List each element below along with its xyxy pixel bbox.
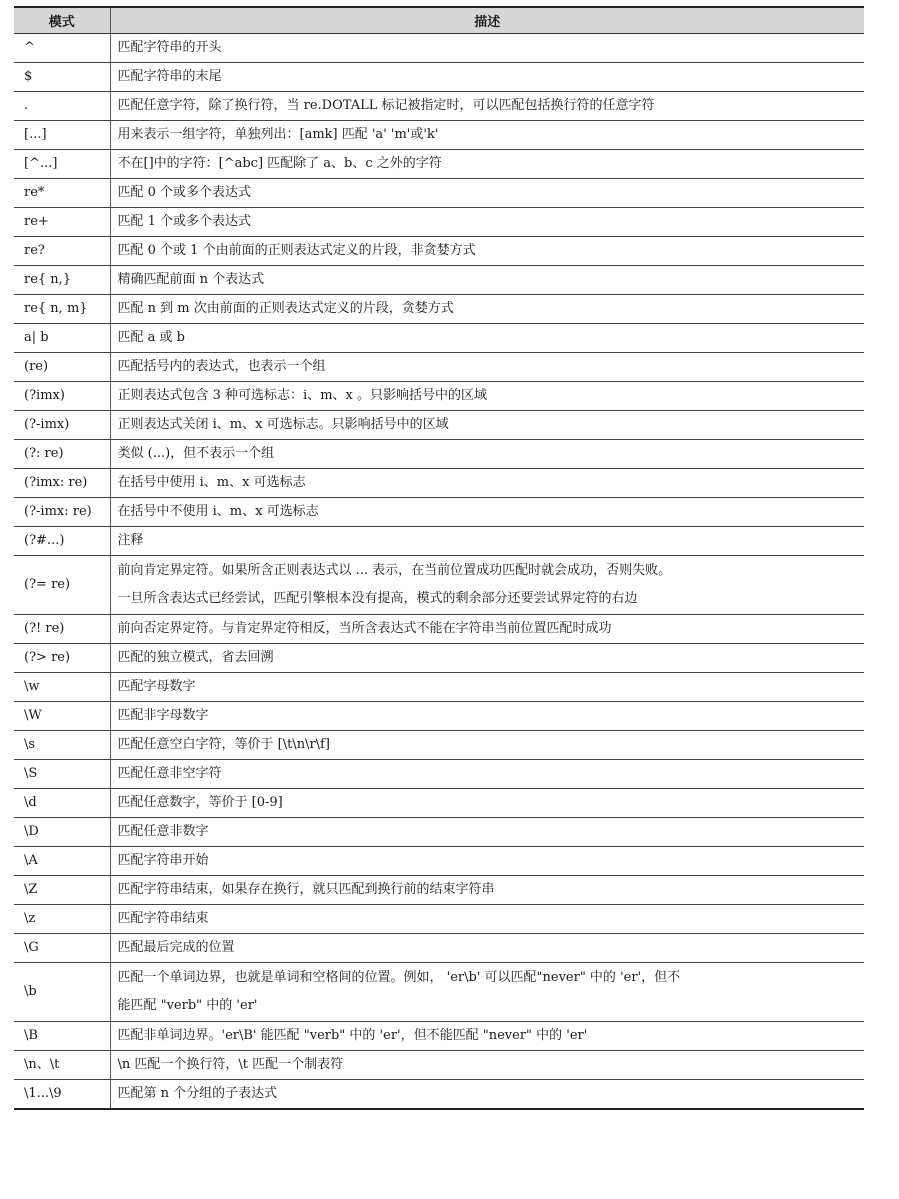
pattern-cell: \s: [14, 731, 110, 760]
table-body: [14, 34, 864, 1110]
table-row: [14, 179, 864, 208]
description-line: 匹配一个单词边界，也就是单词和空格间的位置。例如， 'er\b' 可以匹配"never" 中的 'er'，但不: [117, 970, 681, 985]
description-cell: [110, 789, 864, 818]
pattern-cell: \D: [14, 818, 110, 847]
description-line: 匹配字符串的末尾: [117, 69, 222, 84]
description-line: 在括号中不使用 i、m、x 可选标志: [117, 504, 319, 519]
table-row: [14, 789, 864, 818]
description-cell: [110, 34, 864, 63]
description-cell: [110, 556, 864, 615]
pattern-cell: re+: [14, 208, 110, 237]
description-line: 匹配任意数字，等价于 [0-9]: [117, 795, 283, 810]
description-line: 在括号中使用 i、m、x 可选标志: [117, 475, 306, 490]
table-row: [14, 440, 864, 469]
description-line: 匹配任意字符，除了换行符，当 re.DOTALL 标记被指定时，可以匹配包括换行符的任意字符: [117, 98, 655, 113]
description-cell: [110, 905, 864, 934]
description-line: 匹配任意空白字符，等价于 [\t\n\r\f]: [117, 737, 330, 752]
description-cell: [110, 1080, 864, 1110]
pattern-cell: re*: [14, 179, 110, 208]
table-row: [14, 92, 864, 121]
pattern-cell: \B: [14, 1022, 110, 1051]
pattern-cell: a| b: [14, 324, 110, 353]
description-cell: [110, 644, 864, 673]
table-row: [14, 760, 864, 789]
description-cell: [110, 1051, 864, 1080]
description-line: 匹配括号内的表达式，也表示一个组: [117, 359, 326, 374]
description-line: 匹配非单词边界。'er\B' 能匹配 "verb" 中的 'er'，但不能匹配 "never" 中的 'er': [117, 1028, 588, 1043]
table-row: [14, 818, 864, 847]
table-row: [14, 208, 864, 237]
description-line: 注释: [117, 533, 144, 548]
pattern-cell: re{ n,}: [14, 266, 110, 295]
description-line: 用来表示一组字符，单独列出：[amk] 匹配 'a' 'm'或'k': [117, 127, 439, 142]
description-cell: [110, 266, 864, 295]
pattern-cell: (?> re): [14, 644, 110, 673]
pattern-cell: \1...\9: [14, 1080, 110, 1110]
description-line: 匹配 a 或 b: [117, 330, 185, 345]
description-cell: [110, 615, 864, 644]
description-line: 匹配字符串的开头: [117, 40, 222, 55]
description-cell: [110, 237, 864, 266]
description-line: 正则表达式关闭 i、m、x 可选标志。只影响括号中的区域: [117, 417, 449, 432]
pattern-cell: \d: [14, 789, 110, 818]
description-line: 匹配第 n 个分组的子表达式: [117, 1086, 278, 1101]
table-row: [14, 382, 864, 411]
table-row: [14, 731, 864, 760]
description-cell: [110, 498, 864, 527]
description-line: 匹配 0 个或多个表达式: [117, 185, 252, 200]
table-row: [14, 527, 864, 556]
pattern-cell: (?-imx): [14, 411, 110, 440]
description-cell: [110, 295, 864, 324]
description-cell: [110, 92, 864, 121]
pattern-cell: \A: [14, 847, 110, 876]
description-cell: [110, 63, 864, 92]
description-line: 匹配非字母数字: [117, 708, 209, 723]
description-cell: [110, 1022, 864, 1051]
description-line: 匹配任意非数字: [117, 824, 209, 839]
pattern-cell: .: [14, 92, 110, 121]
description-cell: [110, 179, 864, 208]
pattern-cell: ^: [14, 34, 110, 63]
pattern-cell: \S: [14, 760, 110, 789]
pattern-cell: [^...]: [14, 150, 110, 179]
table-row: [14, 1022, 864, 1051]
description-line: 前向肯定界定符。如果所含正则表达式以 ... 表示，在当前位置成功匹配时就会成功，否则失败。: [117, 563, 672, 578]
description-cell: [110, 469, 864, 498]
table-row: [14, 847, 864, 876]
description-line: 匹配的独立模式，省去回溯: [117, 650, 274, 665]
table-row: [14, 876, 864, 905]
table-row: [14, 266, 864, 295]
description-line: 能匹配 "verb" 中的 'er': [117, 998, 258, 1013]
table-row: [14, 34, 864, 63]
table-row: [14, 237, 864, 266]
description-cell: [110, 440, 864, 469]
description-cell: [110, 963, 864, 1022]
description-cell: [110, 150, 864, 179]
description-cell: [110, 760, 864, 789]
description-line: 不在[]中的字符：[^abc] 匹配除了 a、b、c 之外的字符: [117, 156, 442, 171]
description-cell: [110, 382, 864, 411]
pattern-cell: \Z: [14, 876, 110, 905]
table-row: [14, 63, 864, 92]
description-line: 正则表达式包含 3 种可选标志：i、m、x 。只影响括号中的区域: [117, 388, 487, 403]
description-line: 匹配 0 个或 1 个由前面的正则表达式定义的片段，非贪婪方式: [117, 243, 476, 258]
description-line: 一旦所含表达式已经尝试，匹配引擎根本没有提高，模式的剩余部分还要尝试界定符的右边: [117, 591, 638, 606]
pattern-cell: [...]: [14, 121, 110, 150]
pattern-cell: (?! re): [14, 615, 110, 644]
table-row: [14, 469, 864, 498]
table-row: [14, 353, 864, 382]
table-row: [14, 498, 864, 527]
pattern-cell: \W: [14, 702, 110, 731]
table-row: [14, 411, 864, 440]
table-row: [14, 934, 864, 963]
table-row: [14, 150, 864, 179]
pattern-cell: re{ n, m}: [14, 295, 110, 324]
description-line: 匹配字符串结束，如果存在换行，就只匹配到换行前的结束字符串: [117, 882, 495, 897]
table-row: [14, 556, 864, 615]
pattern-cell: (re): [14, 353, 110, 382]
table-row: [14, 644, 864, 673]
pattern-cell: \z: [14, 905, 110, 934]
pattern-cell: $: [14, 63, 110, 92]
table-row: [14, 1051, 864, 1080]
description-cell: [110, 702, 864, 731]
description-cell: [110, 673, 864, 702]
regex-pattern-table: [14, 6, 864, 1110]
description-line: 匹配字符串结束: [117, 911, 209, 926]
description-cell: [110, 731, 864, 760]
pattern-cell: (?= re): [14, 556, 110, 615]
description-cell: [110, 411, 864, 440]
description-line: 类似 (...)，但不表示一个组: [117, 446, 275, 461]
description-cell: [110, 934, 864, 963]
description-line: 匹配最后完成的位置: [117, 940, 235, 955]
table-row: [14, 615, 864, 644]
description-cell: [110, 208, 864, 237]
table-row: [14, 905, 864, 934]
pattern-cell: (?#...): [14, 527, 110, 556]
table-row: [14, 121, 864, 150]
description-cell: [110, 876, 864, 905]
description-line: 匹配字母数字: [117, 679, 196, 694]
header-description: 描述: [110, 7, 864, 34]
description-line: 匹配字符串开始: [117, 853, 209, 868]
table-row: [14, 1080, 864, 1110]
table-header-row: [14, 7, 864, 34]
description-line: 匹配任意非空字符: [117, 766, 222, 781]
description-cell: [110, 324, 864, 353]
table-row: [14, 702, 864, 731]
pattern-cell: re?: [14, 237, 110, 266]
description-cell: [110, 121, 864, 150]
pattern-cell: (?imx): [14, 382, 110, 411]
table-row: [14, 295, 864, 324]
pattern-cell: (?-imx: re): [14, 498, 110, 527]
pattern-cell: \w: [14, 673, 110, 702]
pattern-cell: (?: re): [14, 440, 110, 469]
description-cell: [110, 847, 864, 876]
table-row: [14, 963, 864, 1022]
description-line: 前向否定界定符。与肯定界定符相反，当所含表达式不能在字符串当前位置匹配时成功: [117, 621, 612, 636]
pattern-cell: (?imx: re): [14, 469, 110, 498]
description-cell: [110, 527, 864, 556]
table-row: [14, 673, 864, 702]
description-line: 匹配 1 个或多个表达式: [117, 214, 252, 229]
description-cell: [110, 818, 864, 847]
pattern-cell: \b: [14, 963, 110, 1022]
description-line: 匹配 n 到 m 次由前面的正则表达式定义的片段，贪婪方式: [117, 301, 454, 316]
description-line: \n 匹配一个换行符，\t 匹配一个制表符: [117, 1057, 344, 1072]
pattern-cell: \n、\t: [14, 1051, 110, 1080]
description-line: 精确匹配前面 n 个表达式: [117, 272, 265, 287]
header-pattern: 模式: [14, 7, 110, 34]
table-row: [14, 324, 864, 353]
description-cell: [110, 353, 864, 382]
pattern-cell: \G: [14, 934, 110, 963]
